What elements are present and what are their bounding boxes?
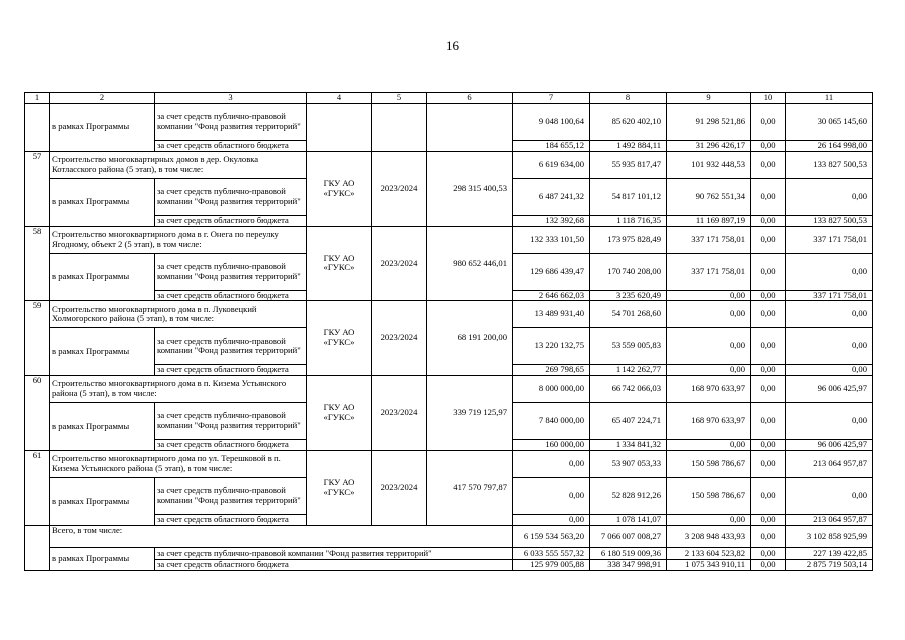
amount: 52 828 912,26	[590, 478, 667, 515]
header-row	[25, 93, 873, 104]
amount: 1 142 262,77	[590, 365, 667, 376]
table-row	[25, 226, 873, 253]
cost	[427, 103, 513, 151]
funding-source: за счет средств областного бюджета	[155, 140, 307, 151]
amount: 31 296 426,17	[667, 140, 751, 151]
amount: 0,00	[513, 451, 590, 478]
table-row	[25, 376, 873, 403]
table-row	[25, 103, 873, 140]
amount: 6 159 534 563,20	[513, 526, 590, 548]
amount: 0,00	[751, 526, 786, 548]
amount: 3 208 948 433,93	[667, 526, 751, 548]
funding-source: за счет средств публично-правовой компании "Фонд развития территорий"	[155, 478, 307, 515]
amount: 0,00	[751, 403, 786, 440]
amount: 168 970 633,97	[667, 376, 751, 403]
program-label: в рамках Программы	[50, 328, 155, 376]
item-number: 58	[25, 226, 50, 301]
amount: 269 798,65	[513, 365, 590, 376]
amount: 1 118 716,35	[590, 215, 667, 226]
item-title: Строительство многоквартирных домов в дер. Окуловка Котласского района (5 этап), в том числе:	[50, 151, 307, 178]
amount: 6 619 634,00	[513, 151, 590, 178]
amount: 53 559 005,83	[590, 328, 667, 365]
amount: 337 171 758,01	[786, 226, 873, 253]
funding-source: за счет средств областного бюджета	[155, 515, 307, 526]
item-title: Строительство многоквартирного дома в п. Луковецкий Холмогорского района (5 этап), в том числе:	[50, 301, 307, 328]
customer: ГКУ АО «ГУКС»	[307, 226, 372, 301]
amount: 0,00	[786, 178, 873, 215]
amount: 0,00	[751, 328, 786, 365]
column-header: 1	[25, 93, 50, 104]
amount: 85 620 402,10	[590, 103, 667, 140]
amount: 132 392,68	[513, 215, 590, 226]
amount: 54 701 268,60	[590, 301, 667, 328]
column-header: 10	[751, 93, 786, 104]
amount: 0,00	[751, 365, 786, 376]
amount: 213 064 957,87	[786, 515, 873, 526]
amount: 0,00	[786, 403, 873, 440]
amount: 133 827 500,53	[786, 151, 873, 178]
amount: 11 169 897,19	[667, 215, 751, 226]
customer: ГКУ АО «ГУКС»	[307, 451, 372, 526]
column-header: 3	[155, 93, 307, 104]
funding-source: за счет средств областного бюджета	[155, 215, 307, 226]
period: 2023/2024	[372, 151, 427, 226]
table-row	[25, 151, 873, 178]
amount: 168 970 633,97	[667, 403, 751, 440]
table-row	[25, 301, 873, 328]
item-number	[25, 526, 50, 571]
item-number: 61	[25, 451, 50, 526]
amount: 6 487 241,32	[513, 178, 590, 215]
amount: 213 064 957,87	[786, 451, 873, 478]
amount: 0,00	[751, 290, 786, 301]
amount: 337 171 758,01	[667, 253, 751, 290]
amount: 173 975 828,49	[590, 226, 667, 253]
cost: 68 191 200,00	[427, 301, 513, 376]
amount: 13 489 931,40	[513, 301, 590, 328]
amount: 0,00	[751, 376, 786, 403]
program-label: в рамках Программы	[50, 178, 155, 226]
program-label: в рамках Программы	[50, 103, 155, 151]
page-number: 16	[446, 38, 459, 53]
program-label: в рамках Программы	[50, 403, 155, 451]
period: 2023/2024	[372, 226, 427, 301]
funding-source: за счет средств публично-правовой компании "Фонд развития территорий"	[155, 403, 307, 440]
amount: 65 407 224,71	[590, 403, 667, 440]
item-title: Строительство многоквартирного дома по ул. Терешковой в п. Кизема Устьянского района (5 этап), в том числе:	[50, 451, 307, 478]
amount: 7 066 007 008,27	[590, 526, 667, 548]
amount: 170 740 208,00	[590, 253, 667, 290]
amount: 184 655,12	[513, 140, 590, 151]
amount: 0,00	[786, 478, 873, 515]
amount: 54 817 101,12	[590, 178, 667, 215]
amount: 0,00	[751, 215, 786, 226]
funding-source: за счет средств областного бюджета	[155, 365, 307, 376]
amount: 0,00	[751, 140, 786, 151]
item-number	[25, 103, 50, 151]
amount: 53 907 053,33	[590, 451, 667, 478]
column-header: 6	[427, 93, 513, 104]
amount: 0,00	[667, 290, 751, 301]
amount: 0,00	[751, 548, 786, 560]
amount: 2 646 662,03	[513, 290, 590, 301]
amount: 0,00	[667, 328, 751, 365]
total-row	[25, 526, 873, 548]
cost: 417 570 797,87	[427, 451, 513, 526]
amount: 26 164 998,00	[786, 140, 873, 151]
amount: 0,00	[751, 151, 786, 178]
column-header: 4	[307, 93, 372, 104]
amount: 96 006 425,97	[786, 440, 873, 451]
amount: 1 078 141,07	[590, 515, 667, 526]
amount: 2 133 604 523,82	[667, 548, 751, 560]
amount: 0,00	[751, 301, 786, 328]
period: 2023/2024	[372, 376, 427, 451]
amount: 1 075 343 910,11	[667, 560, 751, 571]
amount: 1 334 841,32	[590, 440, 667, 451]
customer: ГКУ АО «ГУКС»	[307, 301, 372, 376]
amount: 0,00	[786, 365, 873, 376]
program-label: в рамках Программы	[50, 548, 155, 571]
amount: 129 686 439,47	[513, 253, 590, 290]
funding-source: за счет средств публично-правовой компании "Фонд развития территорий"	[155, 328, 307, 365]
amount: 0,00	[751, 451, 786, 478]
amount: 3 235 620,49	[590, 290, 667, 301]
funding-source: за счет средств областного бюджета	[155, 290, 307, 301]
total-row	[25, 548, 873, 560]
amount: 90 762 551,34	[667, 178, 751, 215]
table-row	[25, 451, 873, 478]
column-header: 2	[50, 93, 155, 104]
program-label: в рамках Программы	[50, 253, 155, 301]
amount: 6 180 519 009,36	[590, 548, 667, 560]
amount: 338 347 998,91	[590, 560, 667, 571]
cost: 980 652 446,01	[427, 226, 513, 301]
amount: 0,00	[786, 328, 873, 365]
amount: 6 033 555 557,32	[513, 548, 590, 560]
amount: 2 875 719 503,14	[786, 560, 873, 571]
period: 2023/2024	[372, 451, 427, 526]
funding-source: за счет средств областного бюджета	[155, 560, 513, 571]
item-number: 60	[25, 376, 50, 451]
funding-source: за счет средств публично-правовой компании "Фонд развития территорий"	[155, 253, 307, 290]
amount: 150 598 786,67	[667, 478, 751, 515]
amount: 0,00	[513, 515, 590, 526]
cost: 298 315 400,53	[427, 151, 513, 226]
amount: 55 935 817,47	[590, 151, 667, 178]
amount: 7 840 000,00	[513, 403, 590, 440]
amount: 30 065 145,60	[786, 103, 873, 140]
amount: 150 598 786,67	[667, 451, 751, 478]
amount: 0,00	[786, 253, 873, 290]
item-title: Строительство многоквартирного дома в г. Онега по переулку Ягодному, объект 2 (5 этап), в том числе:	[50, 226, 307, 253]
amount: 0,00	[751, 226, 786, 253]
amount: 133 827 500,53	[786, 215, 873, 226]
amount: 3 102 858 925,99	[786, 526, 873, 548]
amount: 13 220 132,75	[513, 328, 590, 365]
amount: 160 000,00	[513, 440, 590, 451]
funding-source: за счет средств областного бюджета	[155, 440, 307, 451]
column-header: 11	[786, 93, 873, 104]
amount: 337 171 758,01	[786, 290, 873, 301]
customer: ГКУ АО «ГУКС»	[307, 151, 372, 226]
amount: 91 298 521,86	[667, 103, 751, 140]
customer	[307, 103, 372, 151]
item-number: 57	[25, 151, 50, 226]
amount: 66 742 066,03	[590, 376, 667, 403]
amount: 0,00	[667, 440, 751, 451]
amount: 9 048 100,64	[513, 103, 590, 140]
column-header: 5	[372, 93, 427, 104]
amount: 132 333 101,50	[513, 226, 590, 253]
column-header: 8	[590, 93, 667, 104]
column-header: 7	[513, 93, 590, 104]
amount: 0,00	[513, 478, 590, 515]
amount: 0,00	[786, 301, 873, 328]
amount: 0,00	[751, 515, 786, 526]
amount: 0,00	[751, 253, 786, 290]
amount: 1 492 884,11	[590, 140, 667, 151]
amount: 0,00	[667, 365, 751, 376]
program-label: в рамках Программы	[50, 478, 155, 526]
amount: 96 006 425,97	[786, 376, 873, 403]
amount: 0,00	[751, 478, 786, 515]
column-header: 9	[667, 93, 751, 104]
funding-source: за счет средств публично-правовой компании "Фонд развития территорий"	[155, 178, 307, 215]
funding-source: за счет средств публично-правовой компании "Фонд развития территорий"	[155, 548, 513, 560]
amount: 0,00	[751, 103, 786, 140]
amount: 337 171 758,01	[667, 226, 751, 253]
item-number: 59	[25, 301, 50, 376]
period: 2023/2024	[372, 301, 427, 376]
amount: 0,00	[751, 178, 786, 215]
item-title: Строительство многоквартирного дома в п. Кизема Устьянского района (5 этап), в том числе:	[50, 376, 307, 403]
period	[372, 103, 427, 151]
amount: 8 000 000,00	[513, 376, 590, 403]
funding-source: за счет средств публично-правовой компании "Фонд развития территорий"	[155, 103, 307, 140]
amount: 101 932 448,53	[667, 151, 751, 178]
cost: 339 719 125,97	[427, 376, 513, 451]
amount: 125 979 005,88	[513, 560, 590, 571]
total-label: Всего, в том числе:	[50, 526, 513, 548]
customer: ГКУ АО «ГУКС»	[307, 376, 372, 451]
amount: 0,00	[667, 515, 751, 526]
amount: 0,00	[667, 301, 751, 328]
amount: 0,00	[751, 560, 786, 571]
amount: 227 139 422,85	[786, 548, 873, 560]
amount: 0,00	[751, 440, 786, 451]
budget-table	[24, 92, 873, 571]
